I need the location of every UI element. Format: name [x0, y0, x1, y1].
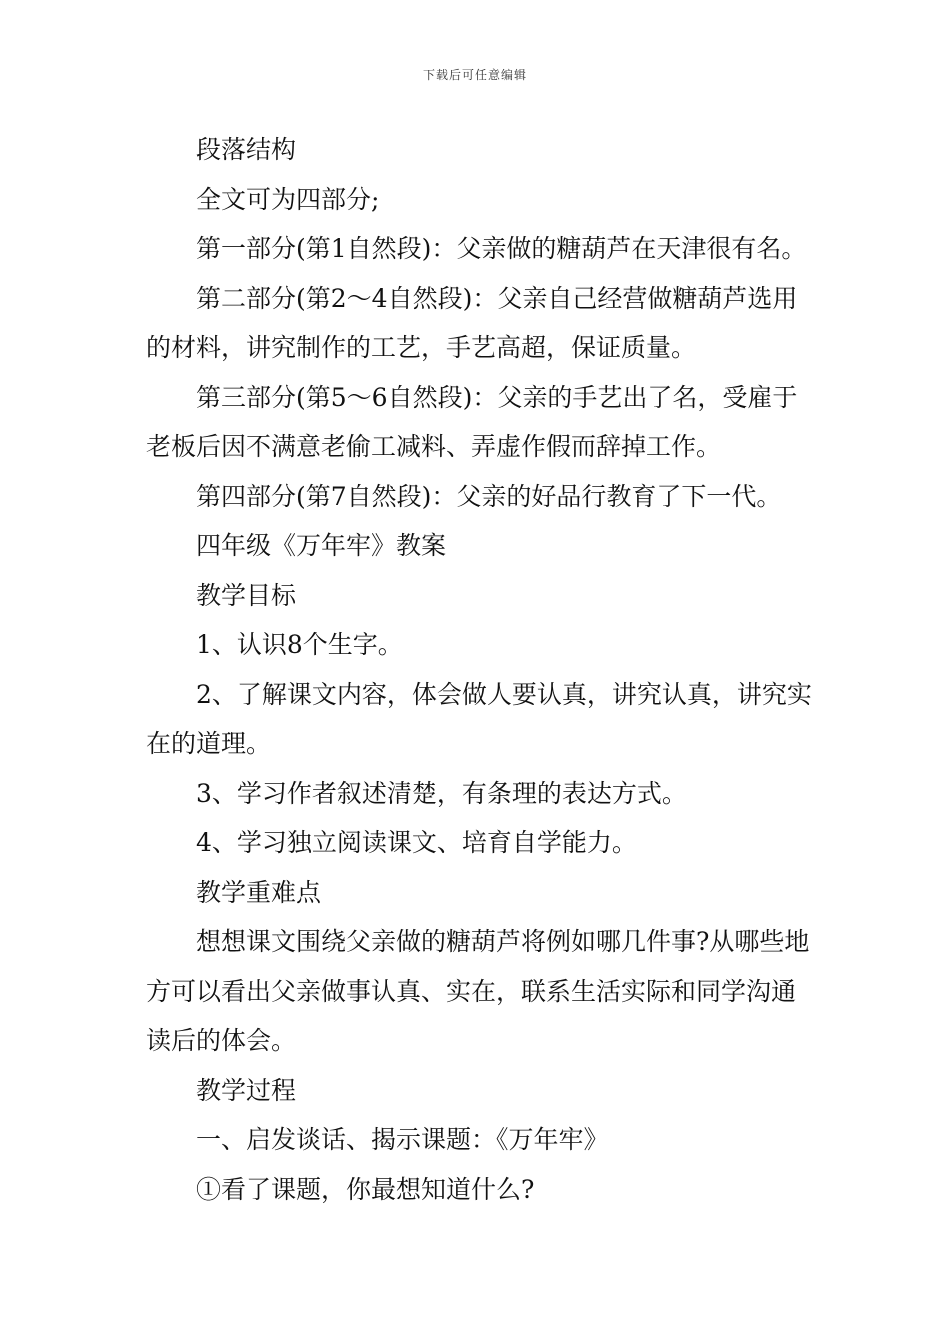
section-heading-lesson-plan: 四年级《万年牢》教案	[196, 531, 447, 560]
paragraph: ①看了课题，你最想知道什么?	[196, 1174, 535, 1204]
section-heading-structure: 段落结构	[196, 135, 297, 164]
list-item: 4、学习独立阅读课文、培育自学能力。	[196, 828, 637, 857]
paragraph: 第三部分(第5～6自然段)：父亲的手艺出了名，受雇于老板后因不满意老偷工减料、弄虚作假而辞掉工作。	[146, 382, 798, 461]
list-item: 3、学习作者叙述清楚，有条理的表达方式。	[196, 778, 687, 808]
paragraph: 一、启发谈话、揭示课题：《万年牢》	[196, 1125, 609, 1154]
section-heading-key-points: 教学重难点	[196, 877, 322, 907]
section-heading-objectives: 教学目标	[196, 580, 297, 610]
paragraph: 第二部分(第2～4自然段)：父亲自己经营做糖葫芦选用的材料，讲究制作的工艺，手艺高超，保证质量。	[146, 283, 798, 362]
paragraph: 想想课文围绕父亲做的糖葫芦将例如哪几件事?从哪些地方可以看出父亲做事认真、实在，联系生活实际和同学沟通读后的体会。	[146, 927, 810, 1055]
paragraph: 第四部分(第7自然段)：父亲的好品行教育了下一代。	[196, 481, 782, 511]
list-item: 2、了解课文内容，体会做人要认真，讲究认真，讲究实在的道理。	[146, 679, 812, 758]
paragraph: 第一部分(第1自然段)：父亲做的糖葫芦在天津很有名。	[196, 234, 807, 263]
list-item: 1、认识8个生字。	[196, 630, 403, 659]
section-heading-process: 教学过程	[196, 1075, 297, 1105]
paragraph: 全文可为四部分;	[196, 184, 380, 214]
document-body	[146, 125, 818, 1214]
page-header-note: 下载后可任意编辑	[422, 68, 527, 82]
